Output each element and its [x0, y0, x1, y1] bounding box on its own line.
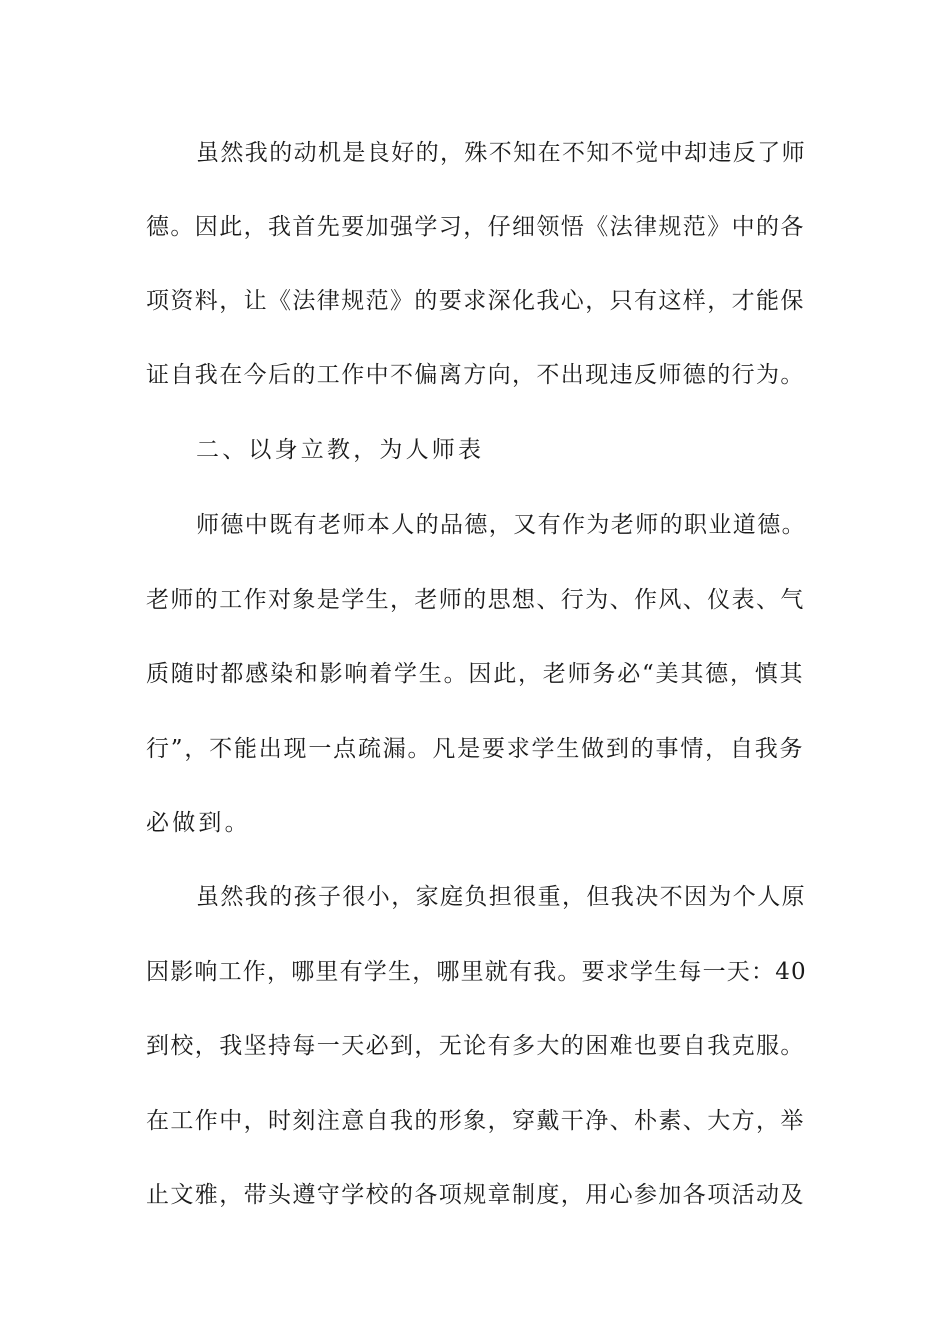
paragraph-line: 虽然我的动机是良好的，殊不知在不知不觉中却违反了师: [196, 140, 806, 166]
paragraph-line: 师德中既有老师本人的品德，又有作为老师的职业道德。: [196, 512, 806, 538]
paragraph-line: 必做到。: [146, 810, 251, 836]
paragraph-line: 因影响工作，哪里有学生，哪里就有我。要求学生每一天：40: [146, 959, 807, 985]
paragraph-line: 质随时都感染和影响着学生。因此，老师务必“美其德，慎其: [146, 661, 805, 687]
paragraph-line: 虽然我的孩子很小，家庭负担很重，但我决不因为个人原: [196, 884, 806, 910]
paragraph-line: 在工作中，时刻注意自我的形象，穿戴干净、朴素、大方，举: [146, 1108, 805, 1134]
paragraph-line: 老师的工作对象是学生，老师的思想、行为、作风、仪表、气: [146, 587, 805, 613]
paragraph-line: 项资料，让《法律规范》的要求深化我心，只有这样，才能保: [146, 288, 805, 314]
paragraph-line: 止文雅，带头遵守学校的各项规章制度，用心参加各项活动及: [146, 1182, 805, 1208]
paragraph-line: 德。因此，我首先要加强学习，仔细领悟《法律规范》中的各: [146, 214, 805, 240]
paragraph-line: 行”，不能出现一点疏漏。凡是要求学生做到的事情，自我务: [146, 736, 805, 762]
paragraph-line: 证自我在今后的工作中不偏离方向，不出现违反师德的行为。: [146, 362, 805, 388]
paragraph-line: 到校，我坚持每一天必到，无论有多大的困难也要自我克服。: [146, 1033, 805, 1059]
section-heading: 二、以身立教，为人师表: [196, 437, 485, 463]
